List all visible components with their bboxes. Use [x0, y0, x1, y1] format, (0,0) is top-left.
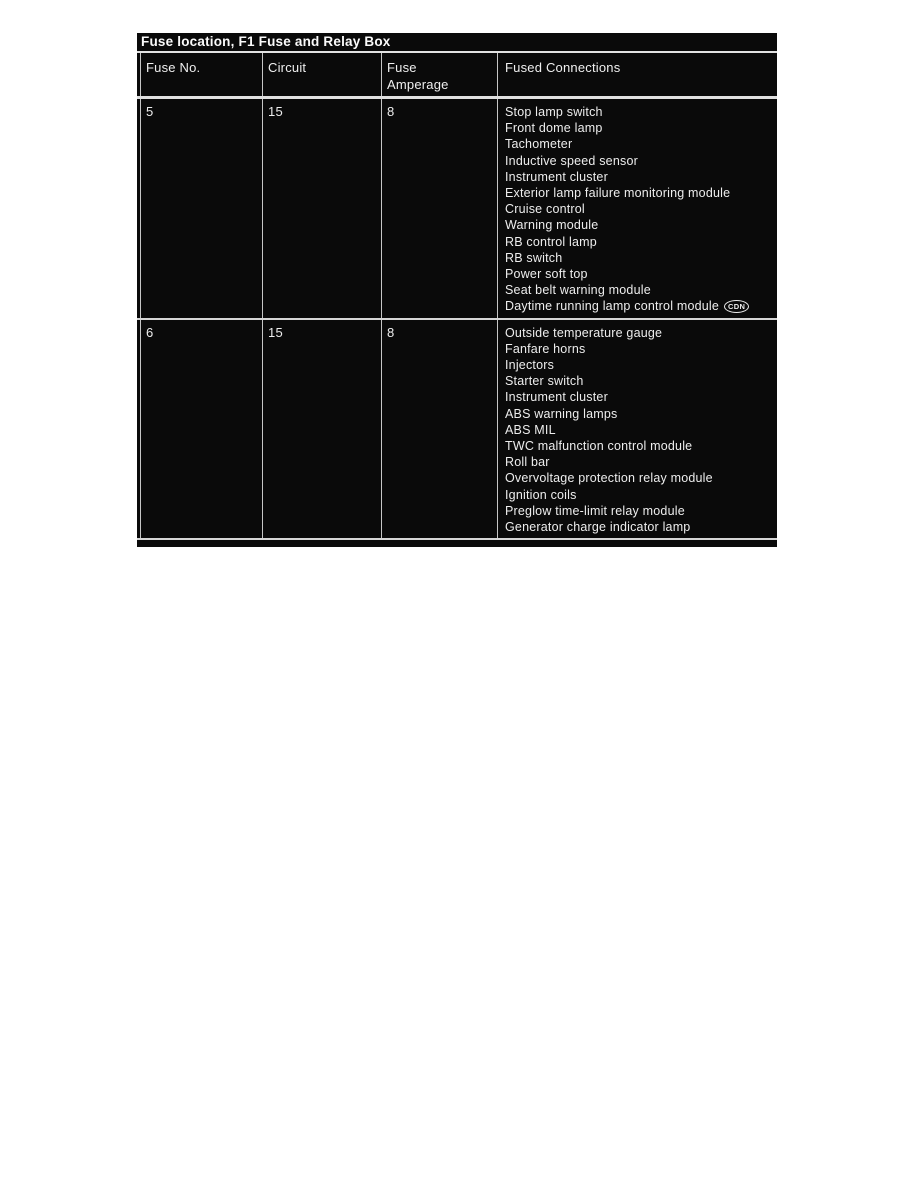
- connection-item: Power soft top: [505, 267, 588, 282]
- connection-item: Roll bar: [505, 455, 550, 470]
- connection-item: Tachometer: [505, 137, 573, 152]
- table-row: [137, 99, 777, 318]
- connection-item: Injectors: [505, 358, 555, 373]
- connection-item: TWC malfunction control module: [505, 439, 693, 454]
- fuse-no-cell: 6: [140, 320, 262, 539]
- connection-item: Outside temperature gauge: [505, 325, 663, 340]
- fused-connections-cell: [497, 99, 777, 318]
- connection-item: Instrument cluster: [505, 390, 608, 405]
- connection-item: ABS warning lamps: [505, 406, 618, 421]
- connection-item: Stop lamp switch: [505, 105, 603, 119]
- connection-item: Exterior lamp failure monitoring module: [505, 186, 731, 201]
- column-header-fuse-amperage: [381, 53, 497, 96]
- column-header-circuit: Circuit: [262, 53, 381, 96]
- connection-item: Inductive speed sensor: [505, 153, 638, 168]
- connection-item: RB control lamp: [505, 234, 597, 249]
- fuse-amperage-cell: 8: [381, 320, 497, 539]
- fuse-table: [137, 33, 777, 547]
- fuse-amperage-cell: 8: [381, 99, 497, 318]
- fused-connections-cell: [497, 320, 777, 539]
- column-header-fuse-no: Fuse No.: [140, 53, 262, 96]
- connection-item: Daytime running lamp control module CDN: [505, 298, 771, 314]
- connection-item: Generator charge indicator lamp: [505, 520, 691, 535]
- connection-item: Preglow time-limit relay module: [505, 503, 685, 518]
- cdn-badge: CDN: [724, 300, 749, 313]
- column-header-fused-connections: Fused Connections: [497, 53, 777, 96]
- connection-item: Cruise control: [505, 202, 585, 217]
- connection-item: ABS MIL: [505, 422, 556, 437]
- connection-item: Front dome lamp: [505, 121, 603, 136]
- connection-item: RB switch: [505, 250, 563, 265]
- circuit-cell: 15: [262, 99, 381, 318]
- table-row: [137, 318, 777, 539]
- circuit-cell: 15: [262, 320, 381, 539]
- column-header-fuse-amperage-label: Fuse Amperage: [387, 60, 449, 92]
- connection-item: Fanfare horns: [505, 341, 586, 356]
- connection-item: Warning module: [505, 218, 599, 233]
- connection-item: Seat belt warning module: [505, 283, 651, 298]
- table-bottom-border: [137, 538, 777, 547]
- connection-item: Overvoltage protection relay module: [505, 471, 713, 486]
- connection-item: Ignition coils: [505, 487, 577, 502]
- connection-item: Starter switch: [505, 374, 584, 389]
- table-body: [137, 99, 777, 538]
- fuse-no-cell: 5: [140, 99, 262, 318]
- connection-item: Instrument cluster: [505, 169, 608, 184]
- table-title: Fuse location, F1 Fuse and Relay Box: [137, 33, 777, 53]
- table-header-row: [137, 53, 777, 99]
